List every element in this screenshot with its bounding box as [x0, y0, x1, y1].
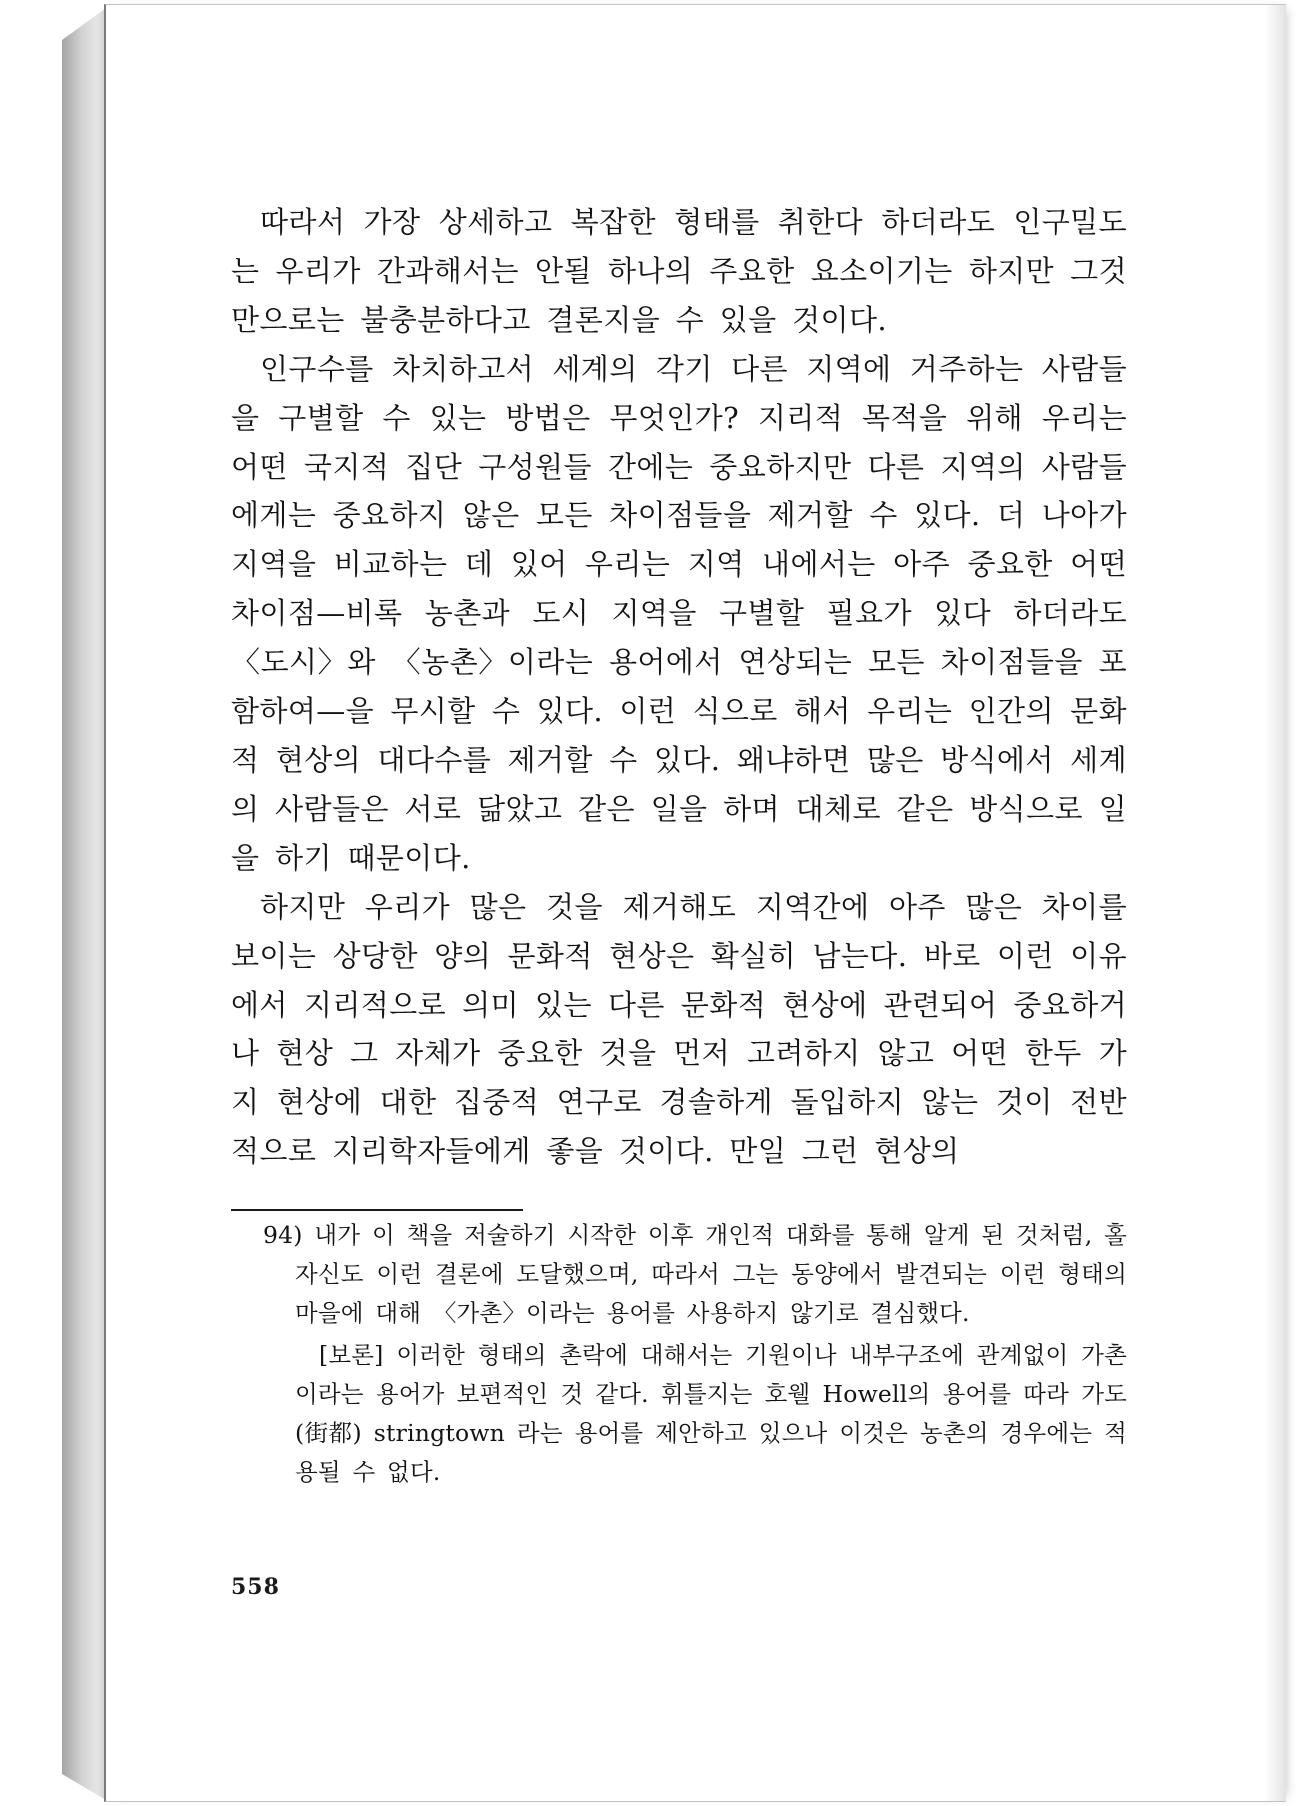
footnotes	[263, 1216, 1127, 1492]
footnote-supplement: [보론] 이러한 형태의 촌락에 대해서는 기원이나 내부구조에 관계없이 가촌이라는 용어가 보편적인 것 같다. 휘틀지는 호웰 Howell의 용어를 따라 가도(街都) stringtown 라는 용어를 제안하고 있으나 이것은 농촌의 경우에는 적용될 수 없다.	[295, 1341, 1127, 1486]
page-number: 558	[231, 1574, 280, 1600]
footnote-94: 94) 내가 이 책을 저술하기 시작한 이후 개인적 대화를 통해 알게 된 것처럼, 홀 자신도 이런 결론에 도달했으며, 따라서 그는 동양에서 발견되는 이런 형태의 마을에 대해 〈가촌〉이라는 용어를 사용하지 않기로 결심했다.	[263, 1221, 1127, 1327]
book-spine-edge	[62, 8, 106, 1800]
paragraph-1: 따라서 가장 상세하고 복잡한 형태를 취한다 하더라도 인구밀도는 우리가 간과해서는 안될 하나의 주요한 요소이기는 하지만 그것만으로는 불충분하다고 결론지을 수 있을 것이다.	[231, 205, 1127, 337]
paragraph-3: 하지만 우리가 많은 것을 제거해도 지역간에 아주 많은 차이를 보이는 상당한 양의 문화적 현상은 확실히 남는다. 바로 이런 이유에서 지리적으로 의미 있는 다른 문화적 현상에 관련되어 중요하거나 현상 그 자체가 중요한 것을 먼저 고려하지 않고 어떤 한두 가지 현상에 대한 집중적 연구로 경솔하게 돌입하지 않는 것이 전반적으로 지리학자들에게 좋을 것이다. 만일 그런 현상의	[231, 889, 1127, 1169]
main-text	[231, 198, 1127, 1176]
paragraph-2: 인구수를 차치하고서 세계의 각기 다른 지역에 거주하는 사람들을 구별할 수 있는 방법은 무엇인가? 지리적 목적을 위해 우리는 어떤 국지적 집단 구성원들 간에는 중요하지만 다른 지역의 사람들에게는 중요하지 않은 모든 차이점들을 제거할 수 있다. 더 나아가 지역을 비교하는 데 있어 우리는 지역 내에서는 아주 중요한 어떤 차이점—비록 농촌과 도시 지역을 구별할 필요가 있다 하더라도 〈도시〉와 〈농촌〉이라는 용어에서 연상되는 모든 차이점들을 포함하여—을 무시할 수 있다. 이런 식으로 해서 우리는 인간의 문화적 현상의 대다수를 제거할 수 있다. 왜냐하면 많은 방식에서 세계의 사람들은 서로 닮았고 같은 일을 하며 대체로 같은 방식으로 일을 하기 때문이다.	[231, 351, 1127, 875]
page-curl-edge	[1264, 5, 1286, 1801]
footnote-separator	[231, 1209, 523, 1211]
